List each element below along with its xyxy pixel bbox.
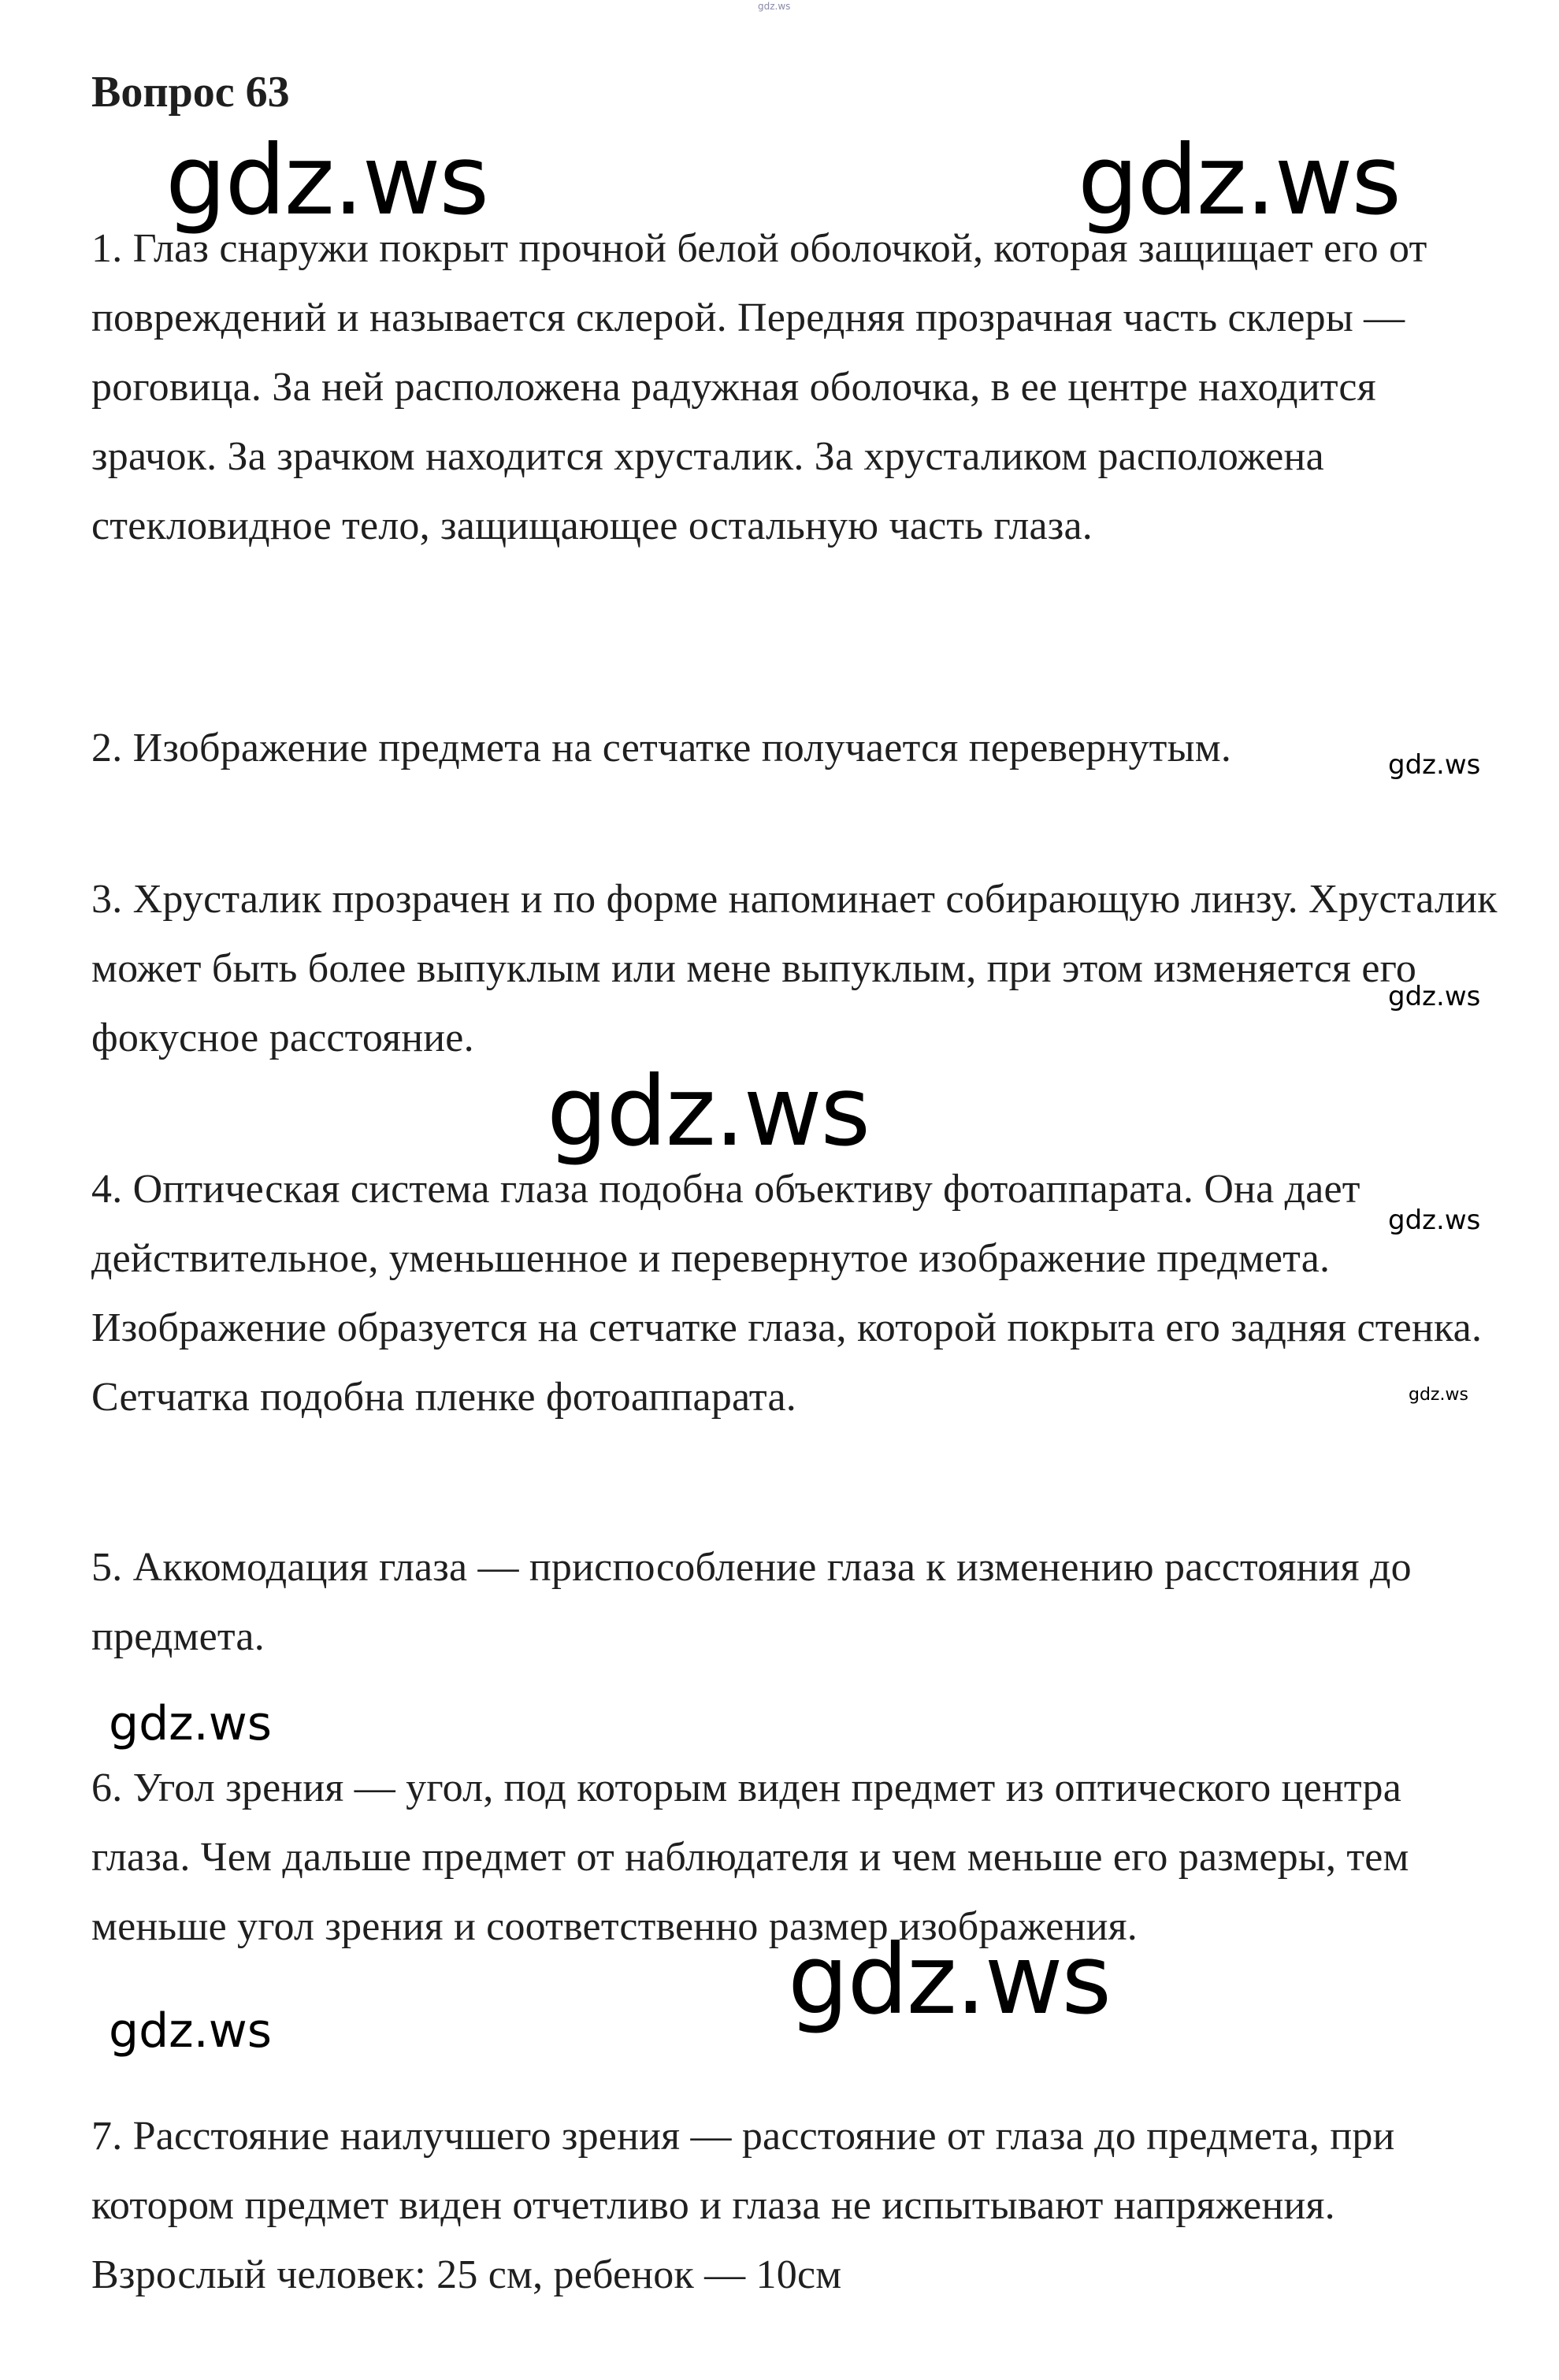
watermark-large-1: gdz.ws — [165, 124, 488, 236]
answer-7: 7. Расстояние наилучшего зрения — расстояние от глаза до предмета, при котором предмет виден отчетливо и глаза не испытывают напряжения. Взрослый человек: 25 см, ребенок — 10см — [91, 2114, 1395, 2297]
answer-2: 2. Изображение предмета на сетчатке получается перевернутым. — [91, 726, 1232, 770]
watermark-medium-2: gdz.ws — [109, 2003, 273, 2059]
watermark-small-3: gdz.ws — [1388, 1205, 1481, 1236]
watermark-small-2: gdz.ws — [1388, 981, 1481, 1012]
watermark-top: gdz.ws — [758, 1, 791, 12]
watermark-large-2: gdz.ws — [1078, 124, 1401, 236]
answer-4: 4. Оптическая система глаза подобна объективу фотоаппарата. Она дает действительное, уменьшенное и перевернутое изображение предмета. Изображение образуется на сетчатке глаза, которой покрыта его задняя стенка. Сетчатка подобна пленке фотоаппарата. — [91, 1167, 1483, 1420]
watermark-large-3: gdz.ws — [547, 1056, 870, 1168]
answer-1: 1. Глаз снаружи покрыт прочной белой оболочкой, которая защищает его от повреждений и называется склерой. Передняя прозрачная часть склеры — роговица. За ней расположена радужная оболочка, в ее центре находится зрачок. За зрачком находится хрусталик. За хрусталиком расположена стекловидное тело, защищающее остальную часть глаза. — [91, 226, 1427, 548]
answer-5: 5. Аккомодация глаза — приспособление глаза к изменению расстояния до предмета. — [91, 1545, 1412, 1659]
watermark-large-4: gdz.ws — [788, 1924, 1111, 2036]
watermark-medium-1: gdz.ws — [109, 1696, 273, 1751]
watermark-tiny: gdz.ws — [1409, 1385, 1468, 1405]
answer-3: 3. Хрусталик прозрачен и по форме напоминает собирающую линзу. Хрусталик может быть более выпуклым или мене выпуклым, при этом изменяется его фокусное расстояние. — [91, 877, 1498, 1060]
watermark-small-1: gdz.ws — [1388, 749, 1481, 781]
answer-6: 6. Угол зрения — угол, под которым виден предмет из оптического центра глаза. Чем дальше предмет от наблюдателя и чем меньше его размеры, тем меньше угол зрения и соответственно размер изображения. — [91, 1766, 1409, 1949]
question-title: Вопрос 63 — [91, 68, 290, 117]
